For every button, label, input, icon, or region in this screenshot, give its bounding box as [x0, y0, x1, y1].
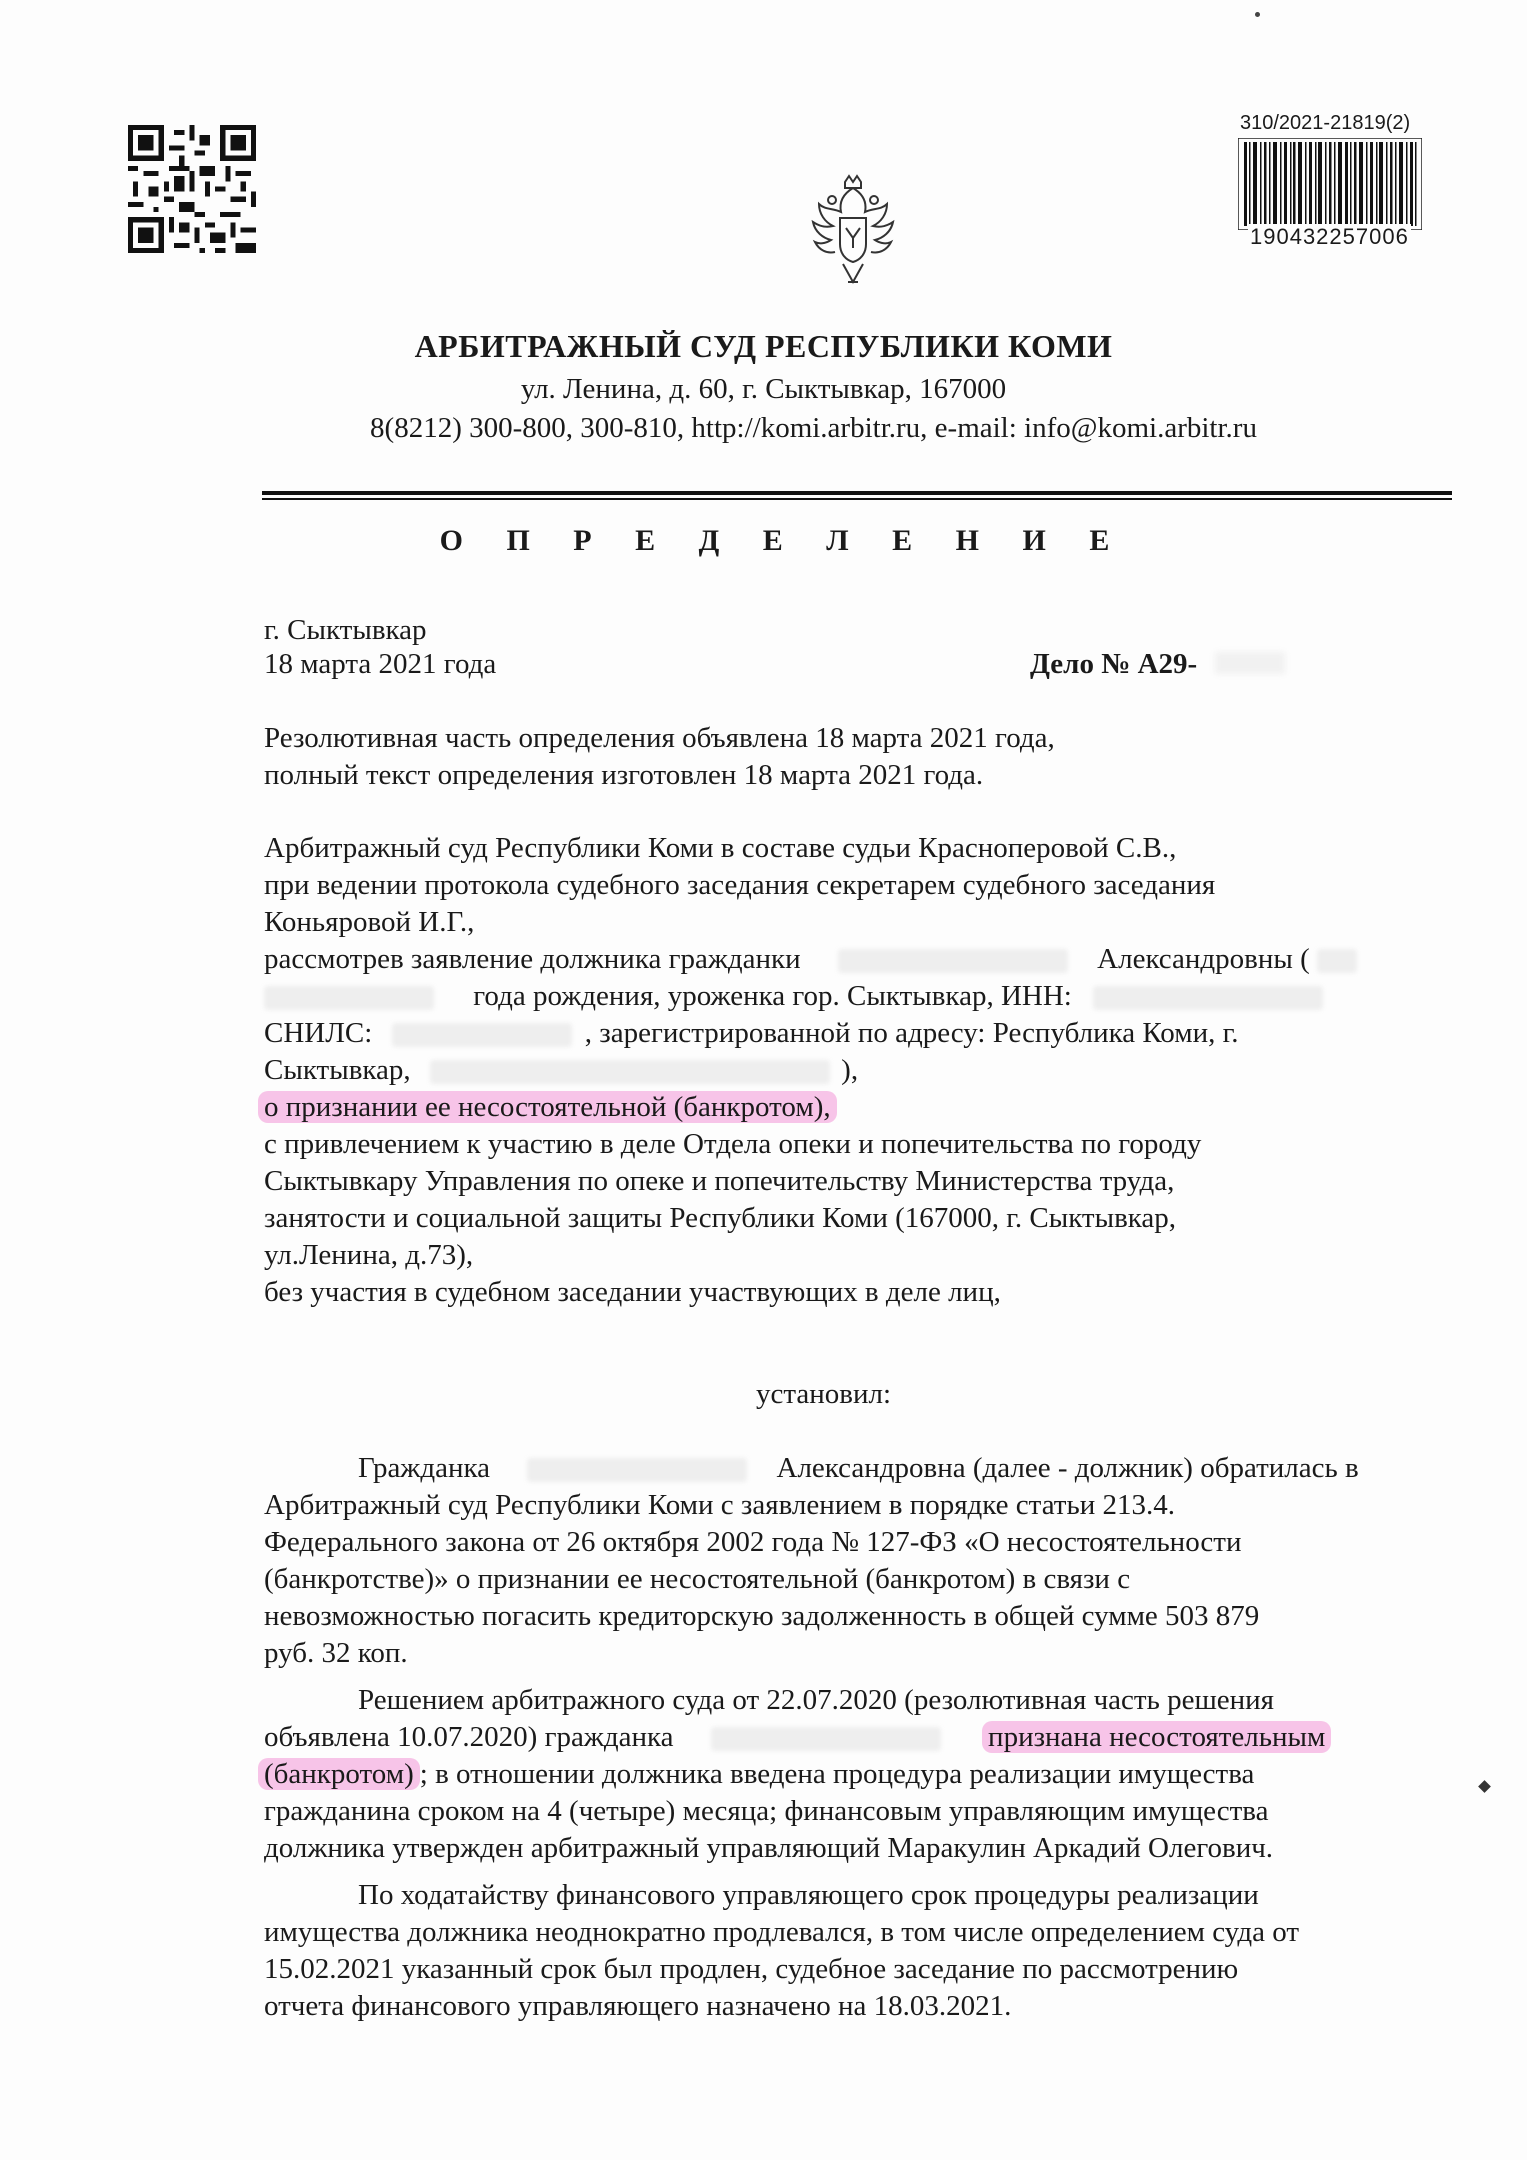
intro-block: [264, 720, 1452, 794]
header-divider-thin: [262, 498, 1452, 500]
body-line: (банкротстве)» о признании ее несостоятельной (банкротом) в связи с: [264, 1563, 1131, 1595]
composition-line: Коньяровой И.Г.,: [264, 906, 475, 938]
established-heading: установил:: [755, 1378, 892, 1410]
composition-line: при ведении протокола судебного заседания секретарем судебного заседания: [264, 869, 1216, 901]
body-line: гражданина сроком на 4 (четыре) месяца; финансовым управляющим имущества: [264, 1795, 1269, 1827]
scan-speck: [1255, 12, 1260, 17]
body-paragraph-3: [264, 1877, 1452, 2025]
composition-line: Сыктывкару Управления по опеке и попечительству Министерства труда,: [264, 1165, 1175, 1197]
highlighted-status: (банкротом): [258, 1758, 420, 1790]
body-line: Решением арбитражного суда от 22.07.2020 (резолютивная часть решения: [358, 1684, 1275, 1716]
highlighted-status: признана несостоятельным: [982, 1721, 1331, 1753]
coat-of-arms-icon: [798, 172, 908, 292]
body-paragraph-1: [264, 1450, 1452, 1672]
redacted-address: [430, 1060, 830, 1084]
body-paragraph-2: [264, 1682, 1452, 1867]
body-line: 15.02.2021 указанный срок был продлен, судебное заседание по рассмотрению: [264, 1953, 1239, 1985]
composition-line: с привлечением к участию в деле Отдела опеки и попечительства по городу: [264, 1128, 1202, 1160]
redacted-birthdate: [264, 986, 434, 1010]
qr-code-icon: [128, 125, 256, 253]
composition-line: года рождения, уроженка гор. Сыктывкар, ИНН:: [264, 978, 1452, 1015]
composition-line: рассмотрев заявление должника гражданки Александровны (: [264, 941, 1452, 978]
court-name: АРБИТРАЖНЫЙ СУД РЕСПУБЛИКИ КОМИ: [414, 328, 1113, 364]
body-line: Арбитражный суд Республики Коми с заявлением в порядке статьи 213.4.: [264, 1489, 1175, 1521]
body-line: (банкротом) ; в отношении должника введена процедура реализации имущества: [264, 1756, 1452, 1793]
composition-line: занятости и социальной защиты Республики Коми (167000, г. Сыктывкар,: [264, 1202, 1177, 1234]
barcode-reference: 310/2021-21819(2): [1240, 112, 1411, 134]
case-number: Дело № А29-: [1030, 648, 1198, 680]
body-line: объявлена 10.07.2020) гражданка признана несостоятельным: [264, 1719, 1452, 1756]
redacted-inn: [1093, 986, 1323, 1010]
body-line: должника утвержден арбитражный управляющий Маракулин Аркадий Олегович.: [264, 1832, 1274, 1864]
body-line: Гражданка Александровна (далее - должник) обратилась в: [358, 1452, 1359, 1484]
redacted-birthdate: [1317, 949, 1357, 973]
body-line: По ходатайству финансового управляющего срок процедуры реализации: [358, 1879, 1259, 1911]
redacted-name: [527, 1458, 747, 1482]
redacted-name: [711, 1727, 941, 1751]
body-line: отчета финансового управляющего назначено на 18.03.2021.: [264, 1990, 1012, 2022]
composition-line: СНИЛС: , зарегистрированной по адресу: Республика Коми, г.: [264, 1017, 1239, 1049]
intro-line: полный текст определения изготовлен 18 марта 2021 года.: [264, 759, 984, 791]
body-line: Федерального закона от 26 октября 2002 года № 127-ФЗ «О несостоятельности: [264, 1526, 1242, 1558]
body-line: имущества должника неоднократно продлевался, в том числе определением суда от: [264, 1916, 1300, 1948]
redacted-name: [838, 949, 1068, 973]
margin-mark: [1478, 1780, 1491, 1793]
document-date: 18 марта 2021 года: [264, 648, 497, 680]
composition-line: без участия в судебном заседании участвующих в деле лиц,: [264, 1276, 1001, 1308]
intro-line: Резолютивная часть определения объявлена 18 марта 2021 года,: [264, 722, 1055, 754]
redacted-case-number: [1215, 652, 1285, 674]
document-type: О П Р Е Д Е Л Е Н И Е: [439, 524, 1128, 557]
composition-line: Сыктывкар, ),: [264, 1054, 859, 1086]
body-line: невозможностью погасить кредиторскую задолженность в общей сумме 503 879: [264, 1600, 1260, 1632]
court-address: ул. Ленина, д. 60, г. Сыктывкар, 167000: [520, 373, 1007, 405]
header-divider-thick: [262, 491, 1452, 495]
barcode-icon: [1238, 138, 1422, 230]
composition-line: ул.Ленина, д.73),: [264, 1239, 474, 1271]
highlighted-subject: о признании ее несостоятельной (банкротом),: [258, 1091, 837, 1123]
redacted-snils: [392, 1023, 572, 1047]
barcode-number: 190432257006: [1250, 224, 1409, 249]
court-contacts: 8(8212) 300-800, 300-810, http://komi.arbitr.ru, e-mail: info@komi.arbitr.ru: [370, 412, 1257, 444]
composition-line: [264, 1089, 1452, 1126]
city: г. Сыктывкар: [264, 614, 427, 646]
composition-line: Арбитражный суд Республики Коми в составе судьи Красноперовой С.В.,: [264, 832, 1177, 864]
composition-block: [264, 830, 1452, 1311]
body-line: руб. 32 коп.: [264, 1637, 408, 1669]
